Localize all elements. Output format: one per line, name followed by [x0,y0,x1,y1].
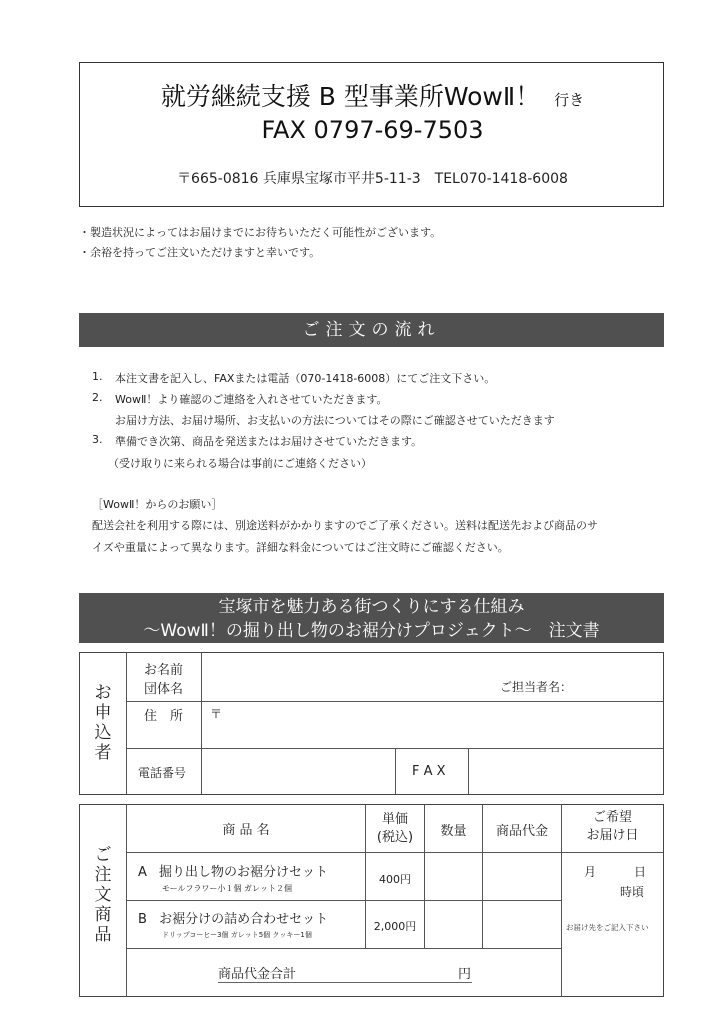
step-text: WowⅡ！より確認のご連絡を入れさせていただきます。 [115,393,388,406]
delivery-month: 月 [584,865,597,879]
note-line: ・余裕を持ってご注文いただけますと幸いです。 [79,246,321,259]
address-label: 住 所 [144,709,184,724]
delivery-date-field[interactable] [562,853,662,903]
header-unit-price [366,811,424,847]
document-title [80,77,665,113]
quantity-field-b[interactable] [425,901,481,947]
applicant-side-label [80,683,126,763]
delivery-time: 時頃 [620,885,645,899]
step-text: 本注文書を記入し、FAXまたは電話（070-1418-6008）にてご注文下さい。 [115,372,496,385]
request-line: 配送会社を利用する際には、別途送料がかかりますのでご了承ください。送料は配送先および商品のサ [92,519,598,532]
flow-heading: ご注文の流れ [79,313,664,347]
fax-field[interactable] [469,749,662,793]
total-field[interactable] [305,963,465,981]
project-heading [79,593,664,643]
flow-step-continuation: お届け方法、お届け場所、お支払いの方法についてはその際にご確認させていただきます [115,414,555,427]
address-field[interactable] [225,703,662,747]
side-char: 品 [94,925,112,945]
flow-step [92,391,652,407]
side-char: 商 [94,905,112,925]
header-amount: 商品代金 [495,824,548,839]
request-heading: ［WowⅡ！からのお願い］ [92,498,223,511]
item-letter: A [138,865,147,880]
side-char: 込 [94,723,112,743]
step-number: 2. [92,391,103,404]
flow-step [92,433,652,449]
item-name: 掘り出し物のお裾分けセット [159,865,329,880]
side-char: 者 [94,743,112,763]
total-label: 商品代金合計 [218,967,297,982]
item-name: お裾分けの詰め合わせセット [159,912,329,927]
header-box [79,62,664,207]
step-number: 1. [92,370,103,383]
postal-mark: 〒 [210,707,223,721]
item-price: 2,000円 [373,920,417,933]
total-unit: 円 [458,967,472,982]
header-quantity: 数量 [440,824,467,839]
step-number: 3. [92,433,103,446]
delivery-label-1: ご希望 [592,810,632,825]
side-char: お [94,683,112,703]
step-text: 準備でき次第、商品を発送またはお届けさせていただきます。 [115,435,423,448]
delivery-note: お届け先をご記入下さい [566,923,649,932]
header-delivery-date [562,809,663,845]
name-label: お名前 [144,663,184,678]
item-description: モールフラワー小１個 ガレット２個 [162,884,292,893]
delivery-day: 日 [634,865,647,879]
tax-included-label: (税込) [376,830,414,845]
note-line: ・製造状況によってはお届けまでにお待ちいただく可能性がございます。 [79,226,442,239]
flow-step-continuation: （受け取りに来られる場合は事前にご連絡ください） [108,457,372,470]
item-letter: B [138,912,147,927]
contact-person-label: ご担当者名： [500,680,573,694]
project-title-line1: 宝塚市を魅力ある街つくりにする仕組み [218,597,525,617]
item-b-title [138,908,328,927]
request-line: イズや重量によって異なります。詳細な料金についてはご注文時にご確認ください。 [92,541,509,554]
unit-price-label: 単価 [381,812,408,827]
delivery-label-2: お届け日 [586,828,639,843]
item-description: ドリップコーヒー3個 ガレット5個 クッキー1個 [162,931,312,939]
order-table [79,804,664,997]
item-price: 400円 [379,873,411,886]
header-product: 商 品 名 [222,823,270,838]
name-field[interactable] [202,654,662,700]
quantity-field-a[interactable] [425,853,481,899]
fax-number: FAX 0797-69-7503 [261,116,484,144]
total-underline [218,982,472,983]
applicant-table [79,652,664,795]
fax-label: F A X [412,764,446,779]
side-char: 申 [94,703,112,723]
amount-field-a[interactable] [483,853,560,899]
item-a-title [138,861,328,880]
side-char: 注 [94,865,112,885]
project-title-line2: ～WowⅡ！の掘り出し物のお裾分けプロジェクト～ 注文書 [143,621,600,641]
amount-field-b[interactable] [483,901,560,947]
organization-label: 団体名 [144,682,184,697]
address-line: 〒665-0816 兵庫県宝塚市平井5-11-3 TEL070-1418-6008 [177,171,568,187]
order-side-label [80,845,126,945]
title-suffix: 行き [554,91,585,109]
phone-label: 電話番号 [138,766,187,780]
phone-field[interactable] [202,749,394,793]
side-char: 文 [94,885,112,905]
side-char: ご [94,845,112,865]
title-text: 就労継続支援 B 型事業所WowⅡ！ [160,82,541,111]
flow-step [92,370,652,386]
